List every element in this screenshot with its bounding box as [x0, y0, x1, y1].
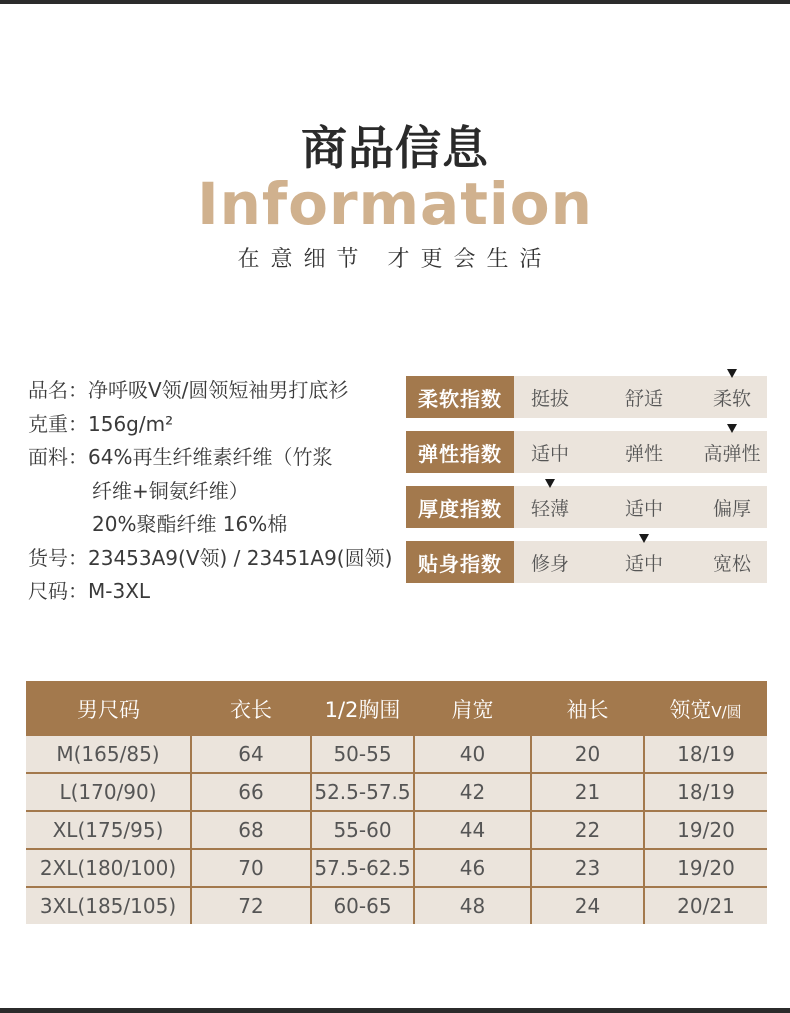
- table-cell: 21: [531, 773, 644, 811]
- scale-label: 弹性指数: [406, 431, 514, 473]
- slogan: 在意细节 才更会生活: [237, 247, 553, 272]
- table-cell: 19/20: [644, 811, 767, 849]
- scale-option: 挺拔: [530, 387, 569, 410]
- spec-item-label: 货号：: [28, 545, 88, 570]
- scale-option: 偏厚: [712, 497, 751, 520]
- scale-option: 修身: [530, 552, 569, 575]
- table-cell: 20/21: [644, 887, 767, 924]
- scale-label: 柔软指数: [406, 376, 514, 418]
- table-cell: M(165/85): [26, 736, 191, 773]
- table-cell: 40: [414, 736, 531, 773]
- table-cell: 19/20: [644, 849, 767, 887]
- page-title: 商品信息: [301, 121, 489, 175]
- scale-option: 弹性: [624, 442, 663, 465]
- product-specs: [28, 374, 398, 609]
- table-cell: 50-55: [311, 736, 414, 773]
- table-cell: 46: [414, 849, 531, 887]
- spec-fabric-value: 64%再生纤维素纤维（竹浆: [88, 445, 333, 469]
- table-cell: 66: [191, 773, 311, 811]
- spec-item-value: 23453A9(V领) / 23451A9(圆领): [88, 545, 393, 570]
- top-border: [0, 0, 790, 4]
- scale-option: 柔软: [712, 387, 751, 410]
- table-cell: 55-60: [311, 811, 414, 849]
- size-table-header: [26, 681, 767, 736]
- scale-fit: [406, 541, 767, 583]
- table-cell: 48: [414, 887, 531, 924]
- table-cell: 18/19: [644, 773, 767, 811]
- table-row: [26, 811, 767, 849]
- spec-item-row: [28, 542, 398, 576]
- column-header: 领宽: [669, 697, 712, 722]
- table-cell: 57.5-62.5: [311, 849, 414, 887]
- spec-weight-label: 克重：: [28, 411, 88, 436]
- spec-fabric-value-line3: 20%聚酯纤维 16%棉: [92, 512, 288, 536]
- fabric-index-scales: [406, 376, 767, 596]
- table-cell: 68: [191, 811, 311, 849]
- scale-option: 高弹性: [703, 442, 761, 465]
- table-cell: 3XL(185/105): [26, 887, 191, 924]
- table-cell: 64: [191, 736, 311, 773]
- column-header: 男尺码: [77, 697, 140, 722]
- column-header: 衣长: [230, 697, 272, 722]
- table-cell: 2XL(180/100): [26, 849, 191, 887]
- spec-name-label: 品名：: [28, 378, 88, 402]
- table-cell: 72: [191, 887, 311, 924]
- table-cell: 42: [414, 773, 531, 811]
- column-header-collar: [644, 681, 767, 736]
- table-cell: 52.5-57.5: [311, 773, 414, 811]
- selection-marker-icon: [727, 369, 737, 378]
- table-cell: 70: [191, 849, 311, 887]
- table-cell: 22: [531, 811, 644, 849]
- scale-option: 舒适: [624, 387, 663, 410]
- table-cell: L(170/90): [26, 773, 191, 811]
- spec-fabric-value-line2: 纤维+铜氨纤维）: [92, 478, 249, 503]
- table-row: [26, 773, 767, 811]
- bottom-border: [0, 1008, 790, 1013]
- spec-name-value: 净呼吸V领/圆领短袖男打底衫: [88, 378, 349, 402]
- table-cell: 44: [414, 811, 531, 849]
- spec-weight-value: 156g/m²: [88, 411, 174, 436]
- selection-marker-icon: [545, 479, 555, 488]
- table-cell: XL(175/95): [26, 811, 191, 849]
- table-row: [26, 887, 767, 924]
- scale-option: 适中: [624, 552, 663, 575]
- scale-option: 适中: [624, 497, 663, 520]
- table-cell: 60-65: [311, 887, 414, 924]
- spec-weight-row: [28, 408, 398, 442]
- scale-softness: [406, 376, 767, 418]
- column-header: 肩宽: [451, 697, 494, 722]
- size-table: [26, 681, 767, 924]
- spec-fabric-row: [28, 441, 398, 475]
- page-title-english: Information: [197, 170, 593, 238]
- spec-fabric-label: 面料：: [28, 445, 88, 469]
- column-header-suffix: V/圆: [711, 702, 742, 721]
- spec-size-value: M-3XL: [88, 579, 151, 603]
- selection-marker-icon: [727, 424, 737, 433]
- table-cell: 18/19: [644, 736, 767, 773]
- table-cell: 23: [531, 849, 644, 887]
- selection-marker-icon: [639, 534, 649, 543]
- scale-label: 厚度指数: [406, 486, 514, 528]
- table-row: [26, 849, 767, 887]
- scale-elasticity: [406, 431, 767, 473]
- spec-name-row: [28, 374, 398, 408]
- table-cell: 24: [531, 887, 644, 924]
- table-row: [26, 736, 767, 773]
- scale-label: 贴身指数: [406, 541, 514, 583]
- spec-size-row: [28, 575, 398, 609]
- table-cell: 20: [531, 736, 644, 773]
- scale-option: 轻薄: [530, 497, 569, 520]
- spec-size-label: 尺码：: [28, 579, 88, 603]
- scale-option: 宽松: [712, 552, 751, 575]
- column-header: 袖长: [566, 697, 609, 722]
- scale-option: 适中: [530, 442, 569, 465]
- column-header: 1/2胸围: [324, 697, 401, 722]
- scale-thickness: [406, 486, 767, 528]
